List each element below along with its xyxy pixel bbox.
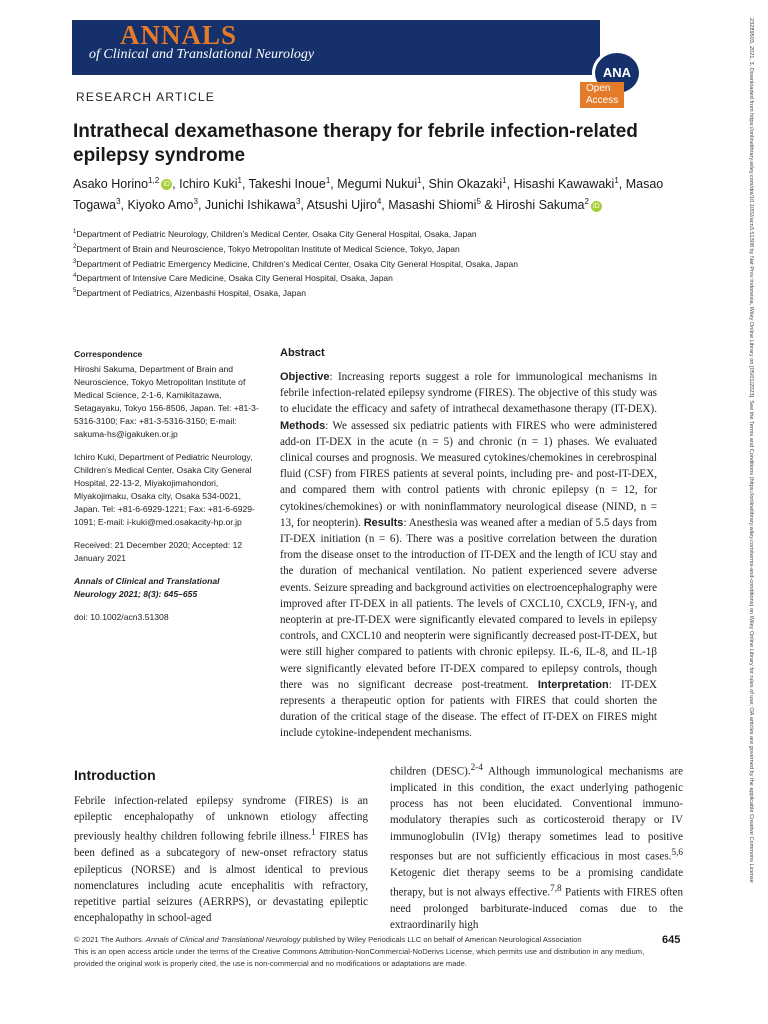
author-affil-sup: 4 [376, 197, 382, 207]
author-name: Shin Okazaki [428, 177, 503, 192]
objective-label: Objective [280, 371, 330, 383]
author-list: Asako Horino$^{1,2}$ iD , Ichiro Kuki$^1$, Takeshi Inoue$^1$, Megumi Nukui$^1$, Shin Okazaki$^1$, Hisashi Kawawaki$^1$, Masao Togawa$^3$, Kiyoko Amo$^3$, Junichi Ishikawa$^3$, Atsushi Ujiro$^4$, Masashi Shiomi$^5$ & Hiroshi Sakuma$^2$ iD [73, 176, 664, 213]
author-affil-sup: 3 [116, 197, 121, 207]
author-name: Asako Horino [73, 177, 149, 192]
copyright-publisher: published by Wiley Periodicals LLC on behalf of American Neurological Association [300, 935, 582, 944]
intro-text: Although immunological mechanisms are implicated in this condition, the exact underlying pathogenic process has not been elucidated. Conventional immuno-modulatory therapies such as corticosteroid therapy or IV immunoglobulin (IVIg) therapy sometimes lead to positive responses but are not sufficiently efficacious in most cases. [390, 765, 683, 863]
introduction-heading: Introduction [74, 767, 156, 783]
sidebar-info [74, 348, 264, 634]
article-title: Intrathecal dexamethasone therapy for febrile infection-related epilepsy syndrome [73, 121, 638, 166]
received-dates: Received: 21 December 2020; Accepted: 12 January 2021 [74, 540, 243, 563]
license-footer [74, 934, 654, 970]
author-name: Takeshi Inoue [248, 177, 326, 192]
author-affil-sup: 3 [193, 197, 198, 207]
results-label: Results [363, 516, 404, 529]
citation-ref[interactable]: 5,6 [671, 847, 683, 858]
correspondence-1: Hiroshi Sakuma, Department of Brain and Neuroscience, Tokyo Metropolitan Institute of Medical Science, 2-1-6, Kamikitazawa, Setagayaku, Tokyo 156-8506, Japan. Tel: +81-3-5316-3100; Fax: +81-3-5316-3150; E-mail: sakuma-hs@igakuken.or.jp [74, 364, 259, 439]
author-affil-sup: 1 [325, 176, 331, 185]
affiliation-item [73, 270, 713, 285]
intro-text: FIRES has been defined as a subcategory of new-onset refractory status epilepticus (NORSE) and is almost identical to previous nomenclatures including acute encephalitis with refractory, repetitive partial seizures (AERRPS), or devastating epileptic encephalopathy in school-aged [74, 831, 368, 925]
author-affil-sup: 1 [237, 176, 242, 185]
orcid-icon[interactable]: iD [591, 201, 602, 212]
author-name: Atsushi Ujiro [306, 198, 377, 213]
page-number: 645 [662, 934, 681, 946]
publisher-name: AMERICAN NEUROLOGICAL ASSOCIATION [640, 54, 701, 80]
article-type: RESEARCH ARTICLE [76, 90, 216, 104]
author-name: Junichi Ishikawa [204, 198, 296, 213]
intro-text: children (DESC). [390, 765, 471, 778]
ana-logo-icon: ANA [592, 50, 642, 96]
license-text: This is an open access article under the terms of the Creative Commons Attribution-NonCommercial-NoDerivs License, which permits use and distribution in any medium, provided the original work is properly cited, the use is non-commercial and no modifications or adaptations are made. [74, 947, 645, 968]
intro-text: Patients with FIRES often need prolonged barbiturate-induced comas due to the extraordinarily high [390, 886, 683, 931]
author-affil-sup: 2 [584, 197, 589, 207]
orcid-icon[interactable]: iD [161, 179, 172, 190]
affiliation-number: 1 [73, 229, 77, 235]
affiliation-item [73, 256, 713, 271]
intro-text: Ketogenic diet therapy seems to be a promising candidate therapy, but is not always effective. [390, 866, 683, 899]
download-notice-strip [742, 18, 754, 1008]
download-notice: 23289503, 2021, 3, Downloaded from https://onlinelibrary.wiley.com/doi/10.1002/acn3.51308 by Nat Prov Indonesia, Wiley Online Library on [05/01/2023]. See the Terms and Conditions (https://onlinelibrary.wiley.com/terms-and-conditions) on Wiley Online Library for rules of use; OA articles are governed by the applicable Creative Commons License [748, 18, 754, 883]
author-name: Kiyoko Amo [127, 198, 194, 213]
affiliation-number: 4 [73, 273, 77, 280]
author-name: Masashi Shiomi [388, 198, 477, 213]
objective-text: : Increasing reports suggest a role for immunological mechanisms in febrile infection-related epilepsy syndrome (FIRES). The objective of this study was to elucidate the efficacy and safety of intrathecal dexamethasone therapy (IT-DEX). [280, 371, 657, 416]
author-name: Megumi Nukui [337, 177, 418, 192]
abstract-body [280, 369, 657, 742]
author-affil-sup: 1,2 [148, 176, 160, 185]
introduction-col1 [74, 793, 368, 926]
affiliation-text: Department of Pediatric Emergency Medicine, Children’s Medical Center, Osaka City General Hospital, Osaka, Japan [76, 258, 518, 269]
copyright: © 2021 The Authors. [74, 935, 146, 944]
interpretation-text: : IT-DEX represents a therapeutic option for patients with FIRES that could shorten the duration of the critical stage of the disease. The effect of IT-DEX on FIRES might include cytokine-independent mechanisms. [280, 678, 658, 740]
journal-citation: Annals of Clinical and Translational Neurology 2021; 8(3): 645–655 [74, 576, 220, 599]
author-affil-sup: 5 [476, 197, 481, 207]
author-affil-sup: 1 [614, 176, 619, 185]
open-access-badge[interactable]: Open Access [580, 82, 624, 108]
journal-title-logo: ANNALS [120, 20, 238, 50]
affiliation-number: 3 [73, 258, 77, 265]
methods-label: Methods [280, 419, 326, 432]
affiliation-text: Department of Pediatrics, Aizenbashi Hospital, Osaka, Japan [76, 288, 306, 299]
author-affil-sup: 3 [295, 197, 301, 207]
citation-ref[interactable]: 7,8 [550, 883, 562, 894]
affiliation-text: Department of Intensive Care Medicine, Osaka City General Hospital, Osaka, Japan [76, 273, 393, 284]
intro-text: Febrile infection-related epilepsy syndrome (FIRES) is an epileptic encephalopathy of unknown etiology affecting previously healthy children following febrile illness. [74, 795, 368, 844]
results-text: : Anesthesia was weaned after a median of 5.5 days from IT-DEX initiation (n = 6). There was a positive correlation between the duration from the disease onset to the introduction of IT-DEX and the length of ICU stay and the duration of mechanical ventilation. No patient experienced severe adverse events. Seizure spreading and background activities on electroencephalography were improved after IT-DEX in all patients. The levels of CXCL10, CXCL9, IFN-γ, and neopterin at pre-IT-DEX were significantly elevated compared to levels in epilepsy controls, and CXCL10 and neopterin were significantly decreased post-IT-DEX, but were still higher compared to patients with chronic epilepsy. IL-6, IL-8, and IL-1β were significantly elevated before IT-DEX compared to epilepsy controls, though there was no significant decrease post-treatment. [280, 516, 657, 691]
author-name: Ichiro Kuki [179, 177, 238, 192]
author-affil-sup: 1 [502, 176, 507, 185]
footer-journal-name: Annals of Clinical and Translational Neurology [145, 935, 301, 944]
methods-text: : We assessed six pediatric patients with FIRES who were administered add-on IT-DEX in the acute (n = 5) and chronic (n = 1) phases. We evaluated clinical courses and prognosis. We measured cytokines/chemokines in cerebrospinal fluid (CSF) from FIRES patients at several points, including pre- and post-IT-DEX, and compared them with control patients with chronic epilepsy (n = 12, for cytokines/chemokines) or with noninflammatory neurological disease (NIND, n = 13, for neopterin). [280, 419, 657, 529]
author-name: Hiroshi Sakuma [496, 198, 585, 213]
affiliations [73, 226, 713, 300]
affiliation-item [73, 285, 713, 300]
affiliation-text: Department of Brain and Neuroscience, Tokyo Metropolitan Institute of Medical Science, Tokyo, Japan [76, 243, 460, 254]
interpretation-label: Interpretation [537, 678, 609, 691]
affiliation-number: 5 [73, 288, 77, 295]
author-affil-sup: 1 [417, 176, 422, 185]
doi[interactable]: doi: 10.1002/acn3.51308 [74, 612, 169, 622]
correspondence-2: Ichiro Kuki, Department of Pediatric Neurology, Children’s Medical Center, Osaka City General Hospital, 22-13-2, Miyakojimahondori, Miyakojimaku, Osaka city, Osaka 534-0021, Japan. Tel: +81-6-6929-1221; Fax: +81-6-6929-1091; E-mail: i-kuki@med.osakacity-hp.or.jp [74, 452, 255, 527]
introduction-col2 [390, 760, 683, 933]
affiliation-item [73, 226, 713, 241]
affiliation-text: Department of Pediatric Neurology, Children’s Medical Center, Osaka City General Hospital, Osaka, Japan [76, 228, 477, 239]
affiliation-item [73, 241, 713, 256]
correspondence-heading: Correspondence [74, 349, 143, 359]
citation-ref[interactable]: 2-4 [470, 763, 483, 773]
abstract-heading: Abstract [280, 347, 325, 359]
journal-subtitle: of Clinical and Translational Neurology [89, 47, 315, 62]
author-name: Masao Togawa [73, 177, 664, 213]
author-name: Hisashi Kawawaki [513, 177, 615, 192]
citation-ref[interactable]: 1 [311, 828, 316, 839]
affiliation-number: 2 [73, 243, 77, 250]
